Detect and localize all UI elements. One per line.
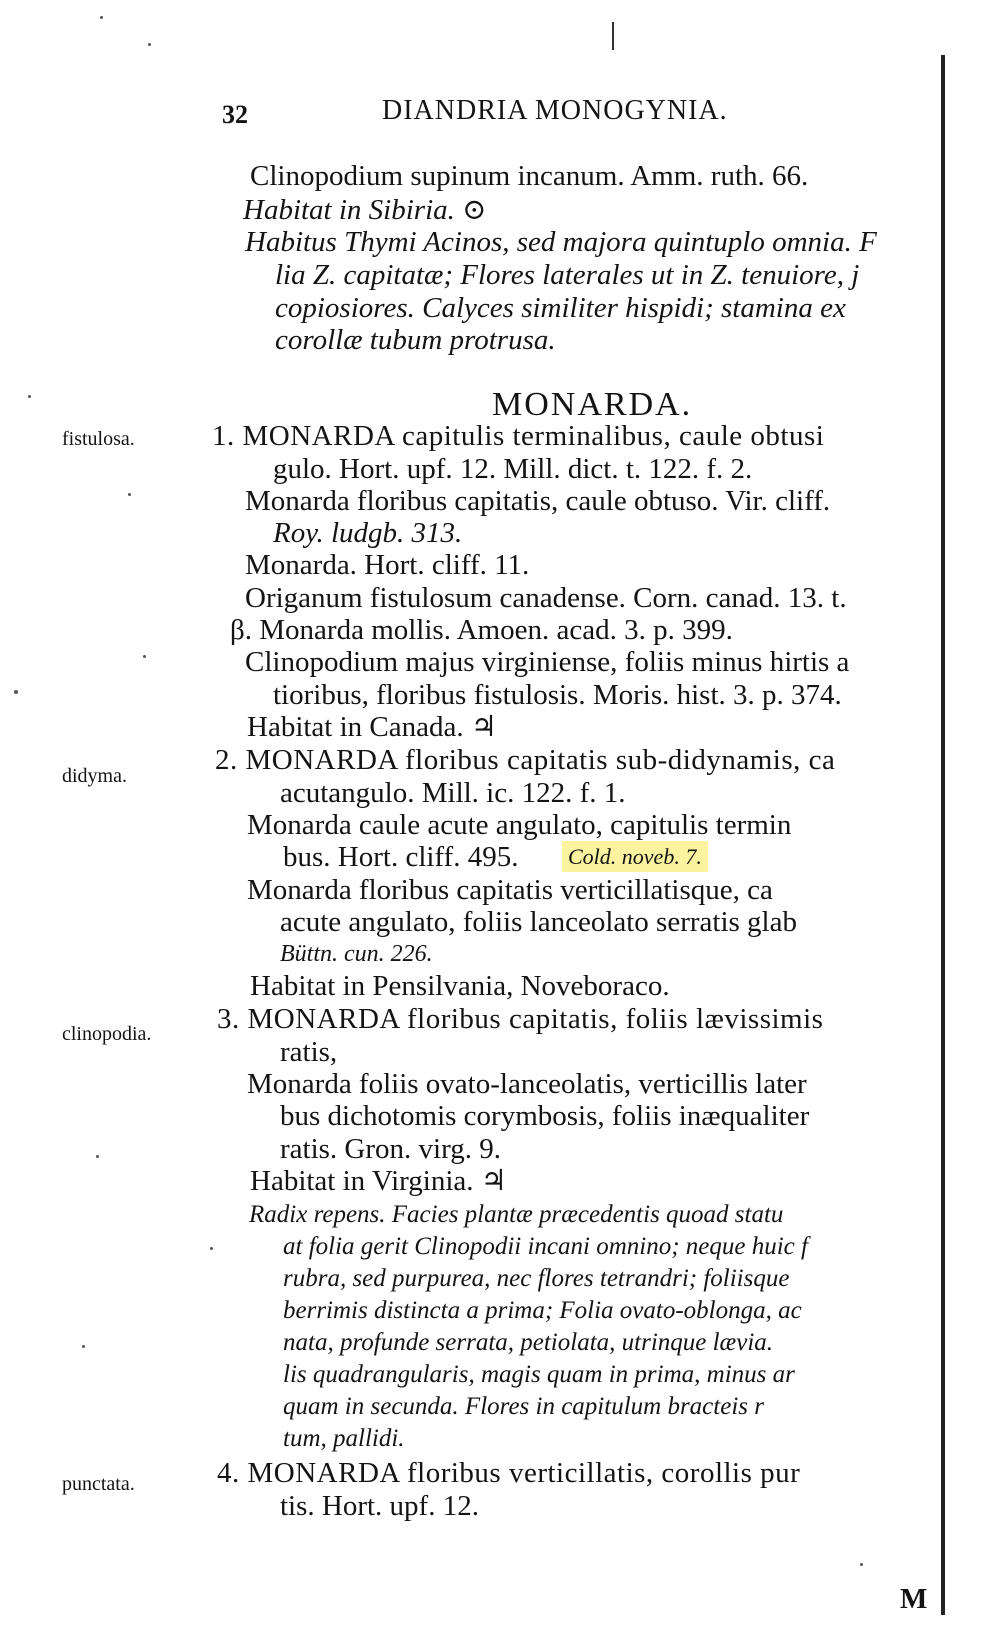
text-line: Monarda floribus capitatis verticillatisque, ca bbox=[247, 874, 773, 906]
scan-speck bbox=[210, 1247, 213, 1250]
text-line: copiosiores. Calyces similiter hispidi; stamina ex bbox=[275, 292, 846, 324]
scan-speck bbox=[148, 43, 151, 46]
text-line: rubra, sed purpurea, nec flores tetrandri; foliisque bbox=[283, 1265, 790, 1292]
scan-speck bbox=[82, 1345, 85, 1348]
text-line: 3. MONARDA floribus capitatis, foliis lævissimis bbox=[217, 1003, 824, 1035]
text-line: Monarda caule acute angulato, capitulis termin bbox=[247, 809, 792, 841]
scan-mark bbox=[612, 22, 614, 50]
text-line: acute angulato, foliis lanceolato serratis glab bbox=[280, 906, 797, 938]
text-line: 4. MONARDA floribus verticillatis, corollis pur bbox=[217, 1457, 801, 1489]
text-line: β. Monarda mollis. Amoen. acad. 3. p. 399. bbox=[230, 614, 733, 646]
text-line: at folia gerit Clinopodii incani omnino; neque huic f bbox=[283, 1233, 808, 1260]
scan-speck bbox=[14, 690, 18, 694]
scan-speck bbox=[28, 395, 31, 398]
scan-speck bbox=[860, 1563, 863, 1566]
scan-speck bbox=[100, 16, 103, 19]
text-line: Habitat in Virginia. ♃ bbox=[250, 1165, 507, 1197]
text-line: Origanum fistulosum canadense. Corn. canad. 13. t. bbox=[245, 582, 847, 614]
margin-label-clinopodia: clinopodia. bbox=[62, 1023, 152, 1045]
text-line: Monarda. Hort. cliff. 11. bbox=[245, 549, 530, 581]
text-line: nata, profunde serrata, petiolata, utrinque lævia. bbox=[283, 1329, 774, 1356]
text-line: lis quadrangularis, magis quam in prima, minus ar bbox=[283, 1361, 795, 1388]
text-line: ratis, bbox=[280, 1036, 338, 1068]
text-line: Habitus Thymi Acinos, sed majora quintuplo omnia. F bbox=[245, 226, 877, 258]
genus-heading: MONARDA. bbox=[492, 386, 693, 423]
text-line: ratis. Gron. virg. 9. bbox=[280, 1133, 501, 1165]
text-line: Clinopodium supinum incanum. Amm. ruth. 66. bbox=[250, 160, 809, 192]
text-line: Radix repens. Facies plantæ præcedentis quoad statu bbox=[249, 1201, 784, 1228]
margin-label-punctata: punctata. bbox=[62, 1473, 135, 1495]
text-line: Habitat in Canada. ♃ bbox=[247, 711, 497, 743]
text-line: bus dichotomis corymbosis, foliis inæqualiter bbox=[280, 1100, 810, 1132]
text-line: Habitat in Sibiria. ⊙ bbox=[243, 194, 487, 226]
text-line: acutangulo. Mill. ic. 122. f. 1. bbox=[280, 777, 626, 809]
scan-speck bbox=[128, 493, 131, 496]
scan-speck bbox=[143, 655, 146, 658]
highlighted-citation: Cold. noveb. 7. bbox=[562, 841, 708, 872]
text-line: Clinopodium majus virginiense, foliis minus hirtis a bbox=[245, 646, 850, 678]
text-line: 2. MONARDA floribus capitatis sub-didynamis, ca bbox=[215, 744, 836, 776]
text-line: Büttn. cun. 226. bbox=[280, 941, 433, 967]
text-line: Habitat in Pensilvania, Noveboraco. bbox=[250, 970, 670, 1002]
text-line: Monarda foliis ovato-lanceolatis, verticillis later bbox=[247, 1068, 807, 1100]
text-line: berrimis distincta a prima; Folia ovato-oblonga, ac bbox=[283, 1297, 802, 1324]
text-line: bus. Hort. cliff. 495. bbox=[283, 841, 519, 873]
margin-label-fistulosa: fistulosa. bbox=[62, 428, 135, 450]
margin-label-didyma: didyma. bbox=[62, 765, 127, 787]
text-line: gulo. Hort. upf. 12. Mill. dict. t. 122. f. 2. bbox=[273, 453, 753, 485]
running-head: DIANDRIA MONOGYNIA. bbox=[382, 95, 728, 126]
text-line: tum, pallidi. bbox=[283, 1425, 405, 1452]
text-line: tis. Hort. upf. 12. bbox=[280, 1490, 479, 1522]
text-line: Roy. ludgb. 313. bbox=[273, 517, 463, 549]
text-line: 1. MONARDA capitulis terminalibus, caule obtusi bbox=[212, 420, 825, 452]
text-line: quam in secunda. Flores in capitulum bracteis r bbox=[283, 1393, 764, 1420]
text-line: corollæ tubum protrusa. bbox=[275, 324, 556, 356]
page-number: 32 bbox=[222, 100, 248, 129]
catchword: M bbox=[900, 1583, 928, 1615]
text-line: Monarda floribus capitatis, caule obtuso. Vir. cliff. bbox=[245, 485, 831, 517]
text-line: tioribus, floribus fistulosis. Moris. hist. 3. p. 374. bbox=[273, 679, 842, 711]
scan-mark bbox=[941, 55, 945, 1615]
scan-speck bbox=[96, 1155, 99, 1158]
text-line: lia Z. capitatæ; Flores laterales ut in Z. tenuiore, j bbox=[275, 259, 860, 291]
